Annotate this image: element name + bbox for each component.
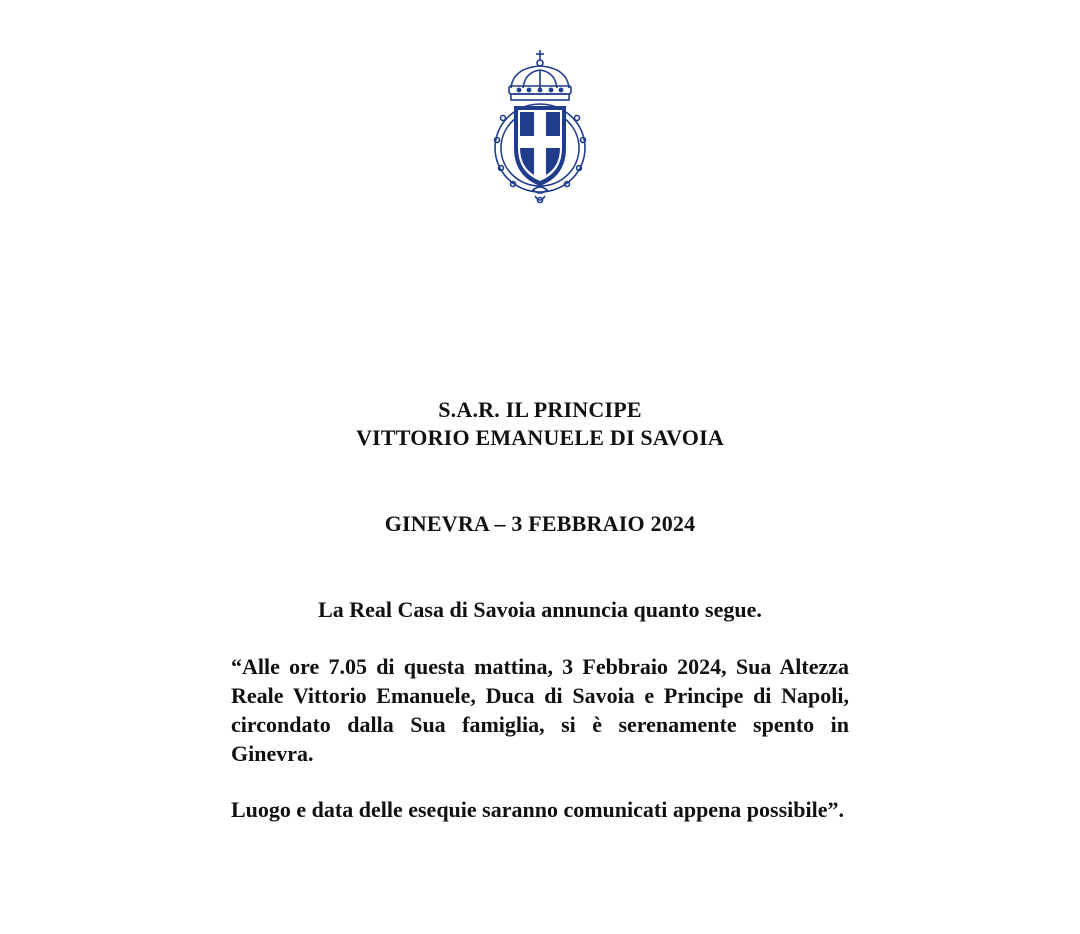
page-title-line-1: S.A.R. IL PRINCIPE: [438, 397, 642, 422]
funeral-notice-paragraph: Luogo e data delle esequie saranno comunicati appena possibile”.: [231, 797, 845, 822]
dateline: GINEVRA – 3 FEBBRAIO 2024: [384, 511, 696, 536]
page-title-line-2: VITTORIO EMANUELE DI SAVOIA: [356, 425, 724, 450]
announcement-intro: La Real Casa di Savoia annuncia quanto segue.: [318, 597, 762, 622]
savoy-crest-icon: [489, 48, 591, 204]
announcement-paragraph: “Alle ore 7.05 di questa mattina, 3 Febbraio 2024, Sua Altezza Reale Vittorio Emanuele, Duca di Savoia e Principe di Napoli, circondato dalla Sua famiglia, si è serenamente spento in Ginevra.: [231, 654, 849, 766]
